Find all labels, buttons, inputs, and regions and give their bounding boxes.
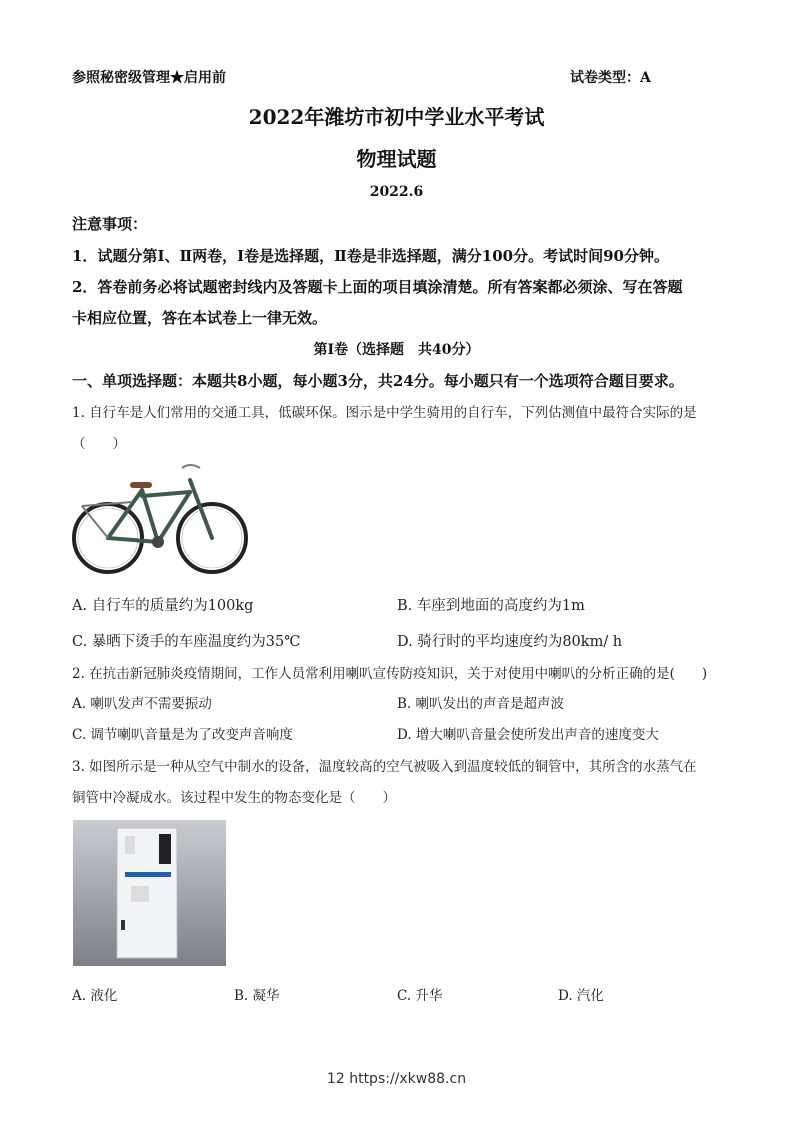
- q1-option-a[interactable]: A. 自行车的质量约为100kg: [72, 598, 254, 614]
- q3-option-b[interactable]: B. 凝华: [234, 988, 280, 1004]
- question-3-stem-line2: 铜管中冷凝成水。该过程中发生的物态变化是（ ）: [72, 790, 396, 806]
- volume-title: 第Ⅰ卷（选择题 共40分）: [313, 342, 480, 358]
- q2-option-a[interactable]: A. 喇叭发声不需要振动: [72, 696, 212, 712]
- question-3-stem-line1: 3. 如图所示是一种从空气中制水的设备，温度较高的空气被吸入到温度较低的铜管中，其所含的水蒸气在: [72, 759, 697, 775]
- footer-url[interactable]: https://xkw88.cn: [349, 1071, 467, 1087]
- exam-subtitle: 物理试题: [356, 147, 437, 171]
- q2-option-c[interactable]: C. 调节喇叭音量是为了改变声音响度: [72, 727, 293, 743]
- bicycle-image: [72, 458, 248, 578]
- exam-date: 2022.6: [369, 184, 424, 200]
- water-maker-image: [73, 820, 226, 966]
- q1-option-c[interactable]: C. 暴晒下烫手的车座温度约为35℃: [72, 634, 301, 650]
- q3-option-a[interactable]: A. 液化: [72, 988, 118, 1004]
- q1-option-b[interactable]: B. 车座到地面的高度约为1m: [397, 598, 585, 614]
- part-title: 一、单项选择题：本题共8小题，每小题3分，共24分。每小题只有一个选项符合题目要求。: [72, 372, 684, 390]
- question-2-stem: 2. 在抗击新冠肺炎疫情期间，工作人员常利用喇叭宣传防疫知识，关于对使用中喇叭的分析正确的是( ): [72, 666, 708, 682]
- page-number: 12: [326, 1071, 345, 1087]
- page-footer: [0, 1071, 793, 1087]
- q3-option-c[interactable]: C. 升华: [397, 988, 443, 1004]
- notes-heading: 注意事项：: [72, 215, 148, 233]
- question-1-bracket: （ ）: [72, 436, 126, 452]
- paper-type: 试卷类型：A: [570, 70, 651, 86]
- note-1: 1．试题分第Ⅰ、Ⅱ两卷，Ⅰ卷是选择题，Ⅱ卷是非选择题，满分100分。考试时间90分钟。: [72, 247, 669, 265]
- note-2-line2: 卡相应位置，答在本试卷上一律无效。: [72, 309, 328, 327]
- exam-title: 2022年潍坊市初中学业水平考试: [248, 105, 545, 129]
- q2-option-d[interactable]: D. 增大喇叭音量会使所发出声音的速度变大: [397, 727, 659, 743]
- confidential-label: 参照秘密级管理★启用前: [72, 70, 226, 86]
- q3-option-d[interactable]: D. 汽化: [558, 988, 604, 1004]
- q2-option-b[interactable]: B. 喇叭发出的声音是超声波: [397, 696, 565, 712]
- q1-option-d[interactable]: D. 骑行时的平均速度约为80km/ h: [397, 634, 623, 650]
- question-1-stem: 1. 自行车是人们常用的交通工具，低碳环保。图示是中学生骑用的自行车，下列估测值中最符合实际的是: [72, 405, 697, 421]
- note-2-line1: 2．答卷前务必将试题密封线内及答题卡上面的项目填涂清楚。所有答案都必须涂、写在答题: [72, 278, 683, 296]
